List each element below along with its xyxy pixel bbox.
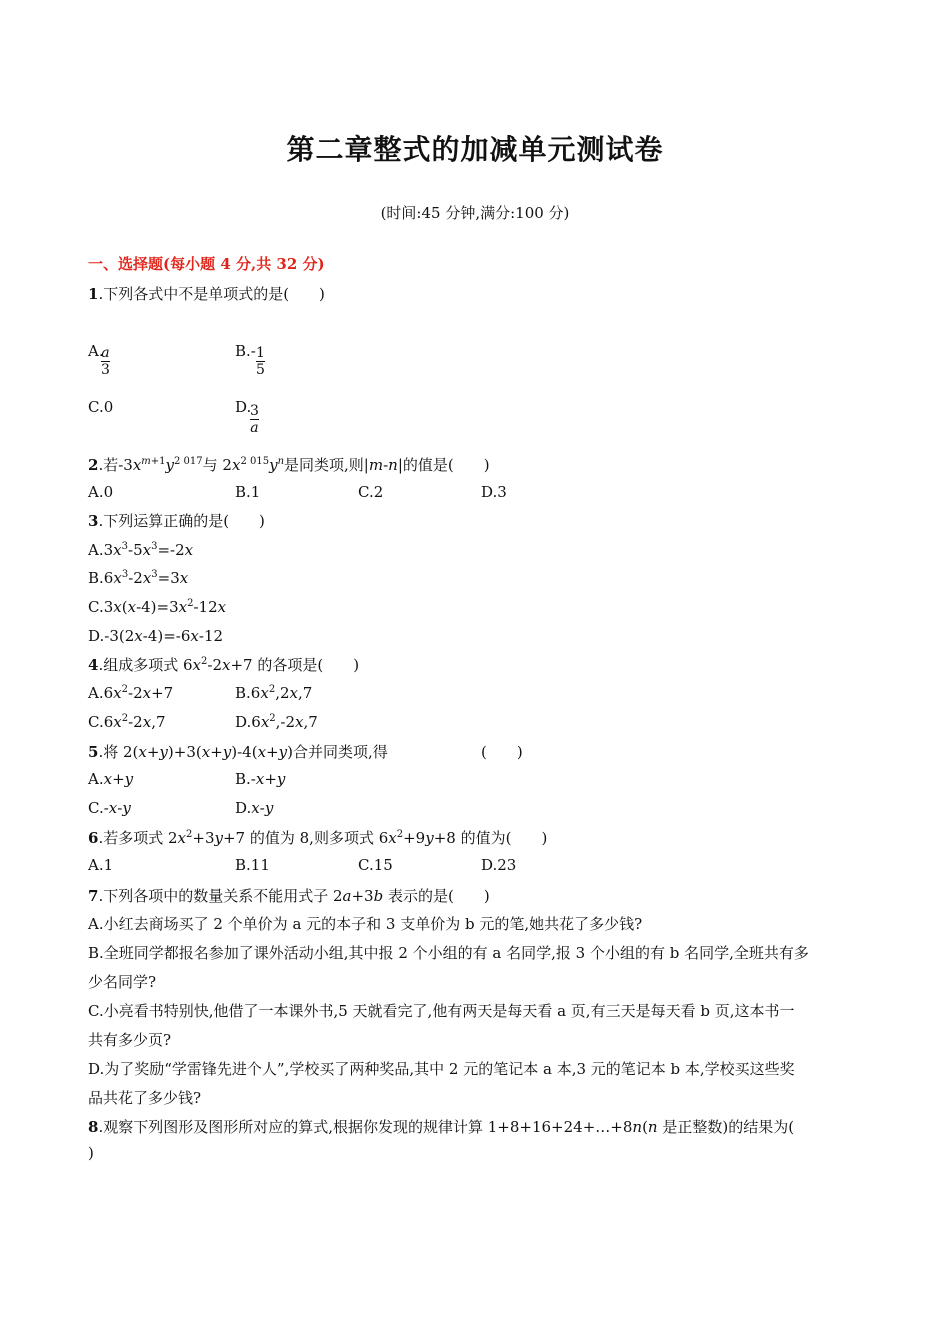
- question-6: 6.若多项式 $2x^2+3y+7$ 的值为 8,则多项式 $6x^2+9y+8$ 的值为( ): [88, 829, 548, 847]
- q6-option-b: B.11: [235, 856, 270, 874]
- page-title: 第二章整式的加减单元测试卷: [286, 133, 664, 166]
- section-heading: 一、选择题(每小题 4 分,共 32 分): [88, 255, 325, 273]
- q4-option-a: $A.6x^2-2x+7$: [88, 684, 174, 702]
- q5-option-b: B.-x+y: [235, 770, 286, 788]
- q5-answer-bracket: ( ): [481, 743, 523, 761]
- q1-option-d: D.: [235, 398, 252, 416]
- q3-option-b: $B.6x^3-2x^3=3x$: [88, 569, 189, 587]
- question-2: 2.若$-3x^{m+1}y^{2 017}$与 $2x^{2 015}y^n$是同类项,则|m-n|的值是( ): [88, 456, 490, 474]
- q2-option-a: A.0: [88, 483, 114, 501]
- q2-option-b: B.1: [235, 483, 261, 501]
- q7-option-c-line1: C.小亮看书特别快,他借了一本课外书,5 天就看完了,他有两天是每天看 a 页,有三天是每天看 b 页,这本书一: [88, 1002, 795, 1020]
- q1-option-b: B.-: [235, 342, 256, 360]
- q1-d-fraction: 3 a: [250, 403, 259, 436]
- q1-option-c: C.0: [88, 398, 114, 416]
- q7-option-d-line1: D.为了奖励“学雷锋先进个人”,学校买了两种奖品,其中 2 元的笔记本 a 本,3 元的笔记本 b 本,学校买这些奖: [88, 1060, 795, 1078]
- question-7: 7.下列各项中的数量关系不能用式子 2a+3b 表示的是( ): [88, 887, 490, 905]
- q4-option-d: $D.6x^2,-2x,7$: [235, 713, 318, 731]
- q1-option-a: A.: [88, 342, 104, 360]
- q7-option-b-line2: 少名同学?: [88, 973, 157, 991]
- q2-option-d: D.3: [481, 483, 507, 501]
- question-8: 8.观察下列图形及图形所对应的算式,根据你发现的规律计算 1+8+16+24+…+8n(n 是正整数)的结果为(: [88, 1118, 795, 1136]
- q5-option-a: A.x+y: [88, 770, 134, 788]
- question-1: 1.下列各式中不是单项式的是( ): [88, 285, 325, 303]
- q6-option-d: D.23: [481, 856, 517, 874]
- question-8-bracket-close: ): [88, 1144, 94, 1162]
- question-5: 5.将 2(x+y)+3(x+y)-4(x+y)合并同类项,得: [88, 743, 388, 761]
- q7-option-b-line1: B.全班同学都报名参加了课外活动小组,其中报 2 个小组的有 a 名同学,报 3 个小组的有 b 名同学,全班共有多: [88, 944, 809, 962]
- q3-option-c: $C.3x(x-4)=3x^2-12x$: [88, 598, 227, 616]
- q4-option-c: $C.6x^2-2x,7$: [88, 713, 166, 731]
- q7-option-a: A.小红去商场买了 2 个单价为 a 元的本子和 3 支单价为 b 元的笔,她共花了多少钱?: [88, 915, 643, 933]
- q6-option-c: C.15: [358, 856, 393, 874]
- q3-option-a: $A.3x^3-5x^3=-2x$: [88, 541, 194, 559]
- q7-option-c-line2: 共有多少页?: [88, 1031, 172, 1049]
- q7-option-d-line2: 品共花了多少钱?: [88, 1089, 202, 1107]
- q4-option-b: $B.6x^2,2x,7$: [235, 684, 313, 702]
- question-4: 4.组成多项式 $6x^2-2x+7$ 的各项是( ): [88, 656, 360, 674]
- q5-option-d: D.x-y: [235, 799, 274, 817]
- q1-b-fraction: 1 5: [256, 345, 265, 378]
- q2-option-c: C.2: [358, 483, 384, 501]
- exam-info: (时间:45 分钟,满分:100 分): [380, 204, 570, 222]
- q5-option-c: C.-x-y: [88, 799, 131, 817]
- q1-a-fraction: a 3: [101, 345, 110, 378]
- question-3: 3.下列运算正确的是( ): [88, 512, 265, 530]
- q3-option-d: D.-3(2x-4)=-6x-12: [88, 627, 224, 645]
- q6-option-a: A.1: [88, 856, 114, 874]
